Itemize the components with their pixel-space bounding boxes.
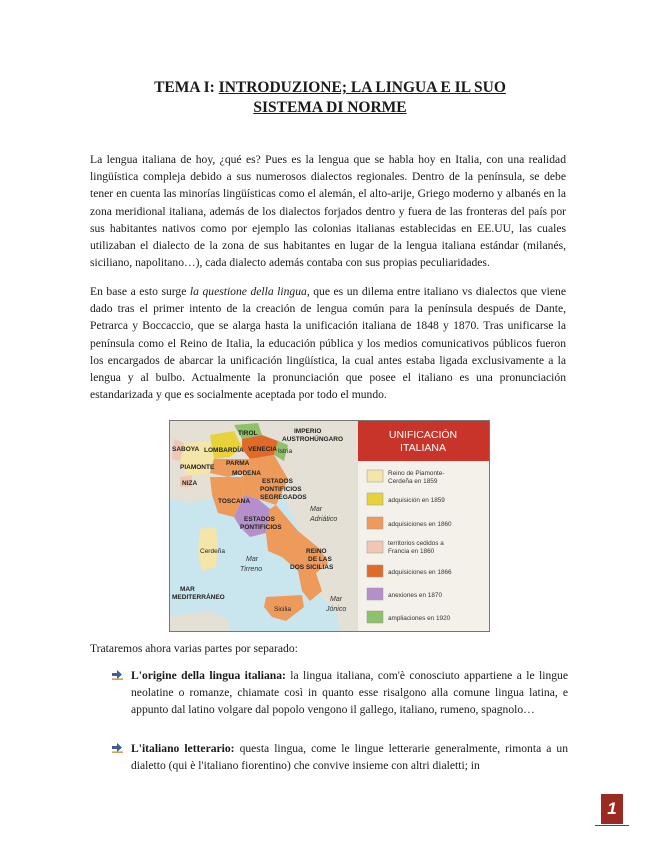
label-toscana: TOSCANA — [218, 498, 251, 505]
arrow-bullet-icon — [112, 742, 123, 753]
bullet-origine — [112, 667, 568, 719]
legend-text-6: ampliaciones en 1920 — [388, 615, 451, 622]
label-tirol: TIROL — [238, 430, 258, 437]
label-modena: MODENA — [232, 470, 261, 477]
label-adriatico-2: Adriático — [310, 516, 338, 523]
label-medi-2: MEDITERRÁNEO — [172, 594, 225, 601]
label-estados-4: ESTADOS — [244, 516, 275, 523]
label-tirreno-2: Tirreno — [240, 566, 263, 573]
label-imperio-2: AUSTROHÚNGARO — [282, 436, 344, 443]
paragraph-parts: Trataremos ahora varias partes por separado: — [90, 642, 298, 655]
title-line-1: INTRODUZIONE; LA LINGUA E IL SUO — [218, 79, 506, 96]
legend-swatch-piemonte — [367, 470, 383, 482]
label-imperio-1: IMPERIO — [294, 428, 322, 435]
legend-text-5: anexiones en 1870 — [388, 592, 443, 599]
label-jonico-1: Mar — [330, 596, 343, 603]
legend-text-1: adquisición en 1859 — [388, 497, 445, 504]
label-piamonte: PIAMONTE — [180, 464, 215, 471]
legend-swatch-1860 — [367, 517, 383, 529]
label-reino-3: DOS SICILIAS — [290, 564, 334, 571]
legend-swatches — [367, 470, 383, 623]
arrow-bullet-icon — [112, 669, 123, 680]
label-estados-3: SEGREGADOS — [260, 494, 307, 501]
label-venecia: VENECIA — [248, 446, 277, 453]
p2-end: , que es un dilema entre italiano vs dialectos que viene dado tras el primer intento de la creación de lengua común para la península después de Dante, Petrarca y Boccaccio, que se alarga hasta la unificación italiana de 1848 y 1870. Tras unificarse la península como el Reino de Italia, la educación pública y los medios comunicativos públicos fueron los encargados de abarcar la unificación lingüística, la cual antes estaba ligada exclusivamente a la lengua y al bulbo. Actualmente la pronunciación que posee el italiano es una pronunciación estandarizada y que es socialmente aceptada por todo el mundo. — [90, 285, 566, 402]
label-saboya: SABOYA — [172, 446, 200, 453]
paragraph-questione — [90, 283, 566, 403]
label-sicilia: Sicilia — [274, 606, 291, 613]
legend-title-2: ITALIANA — [400, 442, 446, 454]
label-jonico-2: Jónico — [326, 606, 347, 613]
label-tirreno-1: Mar — [246, 556, 259, 563]
legend-swatch-1859 — [367, 493, 383, 505]
legend-text-0b: Cerdeña en 1859 — [388, 478, 438, 485]
bullet-origine-heading: L'origine della lingua italiana: — [131, 669, 286, 682]
p2-emphasis: la questione della lingua — [189, 285, 307, 298]
legend-title-1: UNIFICACIÓN — [388, 429, 458, 441]
title-line-2: SISTEMA DI NORME — [253, 99, 407, 116]
label-adriatico-1: Mar — [310, 506, 323, 513]
label-estados-5: PONTIFICIOS — [240, 524, 282, 531]
bullet-letterario-text: questa lingua, come le lingue letterarie generalmente, rimonta a un dialetto (qui è l'italiano fiorentino) che convive insieme con altri dialetti; in — [131, 742, 569, 773]
label-cerdena: Cerdeña — [200, 548, 225, 555]
bullet-letterario — [112, 740, 568, 774]
page-number-underline — [595, 825, 629, 826]
bullet-origine-text: la lingua italiana, com'è conosciuto appartiene a le lingue neolatine o romanze, chiamate così in quanto esse risalgono alla comune lingua latina, e appunto dal latino volgare dal popolo vengono il gallego, italiano, rumeno, spagnolo… — [131, 669, 568, 717]
label-parma: PARMA — [226, 460, 250, 467]
legend-header — [358, 421, 489, 461]
label-istria: Istria — [278, 448, 293, 455]
label-reino-2: DE LAS — [308, 556, 332, 563]
title-prefix: TEMA I: — [154, 79, 215, 96]
legend-swatch-ceded — [367, 541, 383, 553]
label-lombardia: LOMBARDÍA — [204, 447, 244, 454]
label-estados-1: ESTADOS — [262, 478, 293, 485]
legend-text-2: adquisiciones en 1860 — [388, 521, 452, 528]
page-number: 1 — [601, 794, 623, 824]
label-niza: NIZA — [182, 480, 198, 487]
legend-text-4: adquisiciones en 1866 — [388, 569, 452, 576]
legend-text-3a: territorios cedidos a — [388, 540, 444, 547]
legend-text-0a: Reino de Piamonte- — [388, 470, 445, 477]
legend-swatch-1920 — [367, 611, 383, 623]
label-estados-2: PONTIFICIOS — [260, 486, 302, 493]
page-title — [90, 78, 570, 118]
legend-swatch-1870 — [367, 588, 383, 600]
legend-text-3b: Francia en 1860 — [388, 548, 435, 555]
label-medi-1: MAR — [180, 586, 195, 593]
label-reino-1: REINO — [306, 548, 327, 555]
paragraph-intro: La lengua italiana de hoy, ¿qué es? Pues es la lengua que se habla hoy en Italia, con una realidad lingüística compleja debido a sus numerosos dialectos regionales. Dentro de la península, se debe tener en cuenta las minorías lingüísticas como el alemán, el alto-arije, Griego moderno y albanés en la zona meridional italiana, además de los dialectos forjados dentro y fuera de las fronteras del país por sus habitantes nativos como por ejemplo las colonias italianas establecidas en EE.UU, las cuales utilizaban el dialecto de la zona de sus habitantes en lugar de la lengua italiana estándar (milanés, siciliano, napolitano…), cada dialecto además contaba con sus propias peculiaridades. — [90, 153, 566, 270]
unification-map — [169, 420, 490, 632]
bullet-letterario-heading: L'italiano letterario: — [131, 742, 235, 755]
legend-swatch-1866 — [367, 565, 383, 577]
p2-start: En base a esto surge — [90, 285, 190, 298]
